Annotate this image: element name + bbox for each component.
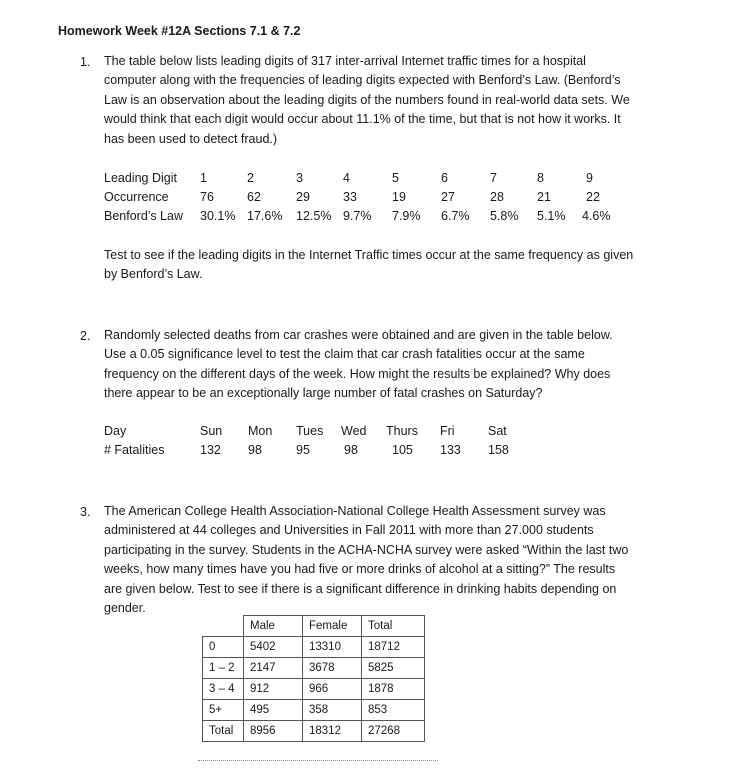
q2-line: there appear to be an exceptionally large number of fatal crashes on Saturday? [104,386,543,401]
table-cell: 8 [537,171,544,185]
page-title: Homework Week #12A Sections 7.1 & 7.2 [58,24,301,38]
table-cell: 18312 [303,721,362,742]
q2-number: 2. [80,329,91,343]
table-cell: 158 [488,443,509,457]
table-cell: 495 [244,700,303,721]
row-label: # Fatalities [104,443,165,457]
table-cell: Fri [440,424,455,438]
row-label: Occurrence [104,190,169,204]
table-cell: 22 [586,190,600,204]
table-cell: 9.7% [343,209,372,223]
table-cell: 7 [490,171,497,185]
table-cell: 4.6% [582,209,611,223]
table-cell: 4 [343,171,350,185]
table-cell: 76 [200,190,214,204]
table-cell: 1 [200,171,207,185]
table-cell: 95 [296,443,310,457]
table-cell: 5 [392,171,399,185]
table-cell: 105 [392,443,413,457]
table-header-cell: Female [303,616,362,637]
table-cell: 27268 [362,721,425,742]
table-cell: Total [203,721,244,742]
table-row [203,721,425,742]
table-cell: 62 [247,190,261,204]
table-cell: 5825 [362,658,425,679]
q1-test-line: Test to see if the leading digits in the Internet Traffic times occur at the same frequency as given [104,248,634,262]
table-cell: 966 [303,679,362,700]
table-row [203,658,425,679]
table-cell: 18712 [362,637,425,658]
q2-line: frequency on the different days of the week. How might the results be explained? Why does [104,366,611,381]
table-cell: 133 [440,443,461,457]
table-cell: 3 – 4 [203,679,244,700]
table-cell: 21 [537,190,551,204]
table-cell: 33 [343,190,357,204]
row-label: Day [104,424,127,438]
table-cell: 7.9% [392,209,421,223]
table-cell: 358 [303,700,362,721]
table-cell: 3 [296,171,303,185]
table-cell: 12.5% [296,209,332,223]
table-cell: 9 [586,171,593,185]
table-cell: 5.1% [537,209,566,223]
table-cell: 6.7% [441,209,470,223]
table-cell: Thurs [386,424,418,438]
table-cell: 853 [362,700,425,721]
table-header-row [203,616,425,637]
q1-line: computer along with the frequencies of leading digits expected with Benford’s Law. (Benford’s [104,73,621,88]
table-header-cell [203,616,244,637]
table-cell: 98 [344,443,358,457]
table-cell: 1878 [362,679,425,700]
table-cell: Sun [200,424,223,438]
table-cell: Mon [248,424,273,438]
q1-number: 1. [80,55,91,69]
table-cell: 6 [441,171,448,185]
q3-paragraph [104,502,628,618]
q3-line: The American College Health Association-National College Health Assessment survey was [104,504,606,518]
table-cell: Tues [296,424,324,438]
table-cell: 2147 [244,658,303,679]
q3-line: are given below. Test to see if there is a significant difference in drinking habits depending on [104,581,617,596]
table-cell: 28 [490,190,504,204]
q1-line: has been used to detect fraud.) [104,131,278,146]
table-cell: 912 [244,679,303,700]
q1-line: would think that each digit would occur about 11.1% of the time, but that is not how it works. It [104,112,621,127]
q2-paragraph [104,326,613,404]
q2-line: Randomly selected deaths from car crashes were obtained and are given in the table below. [104,328,613,342]
table-cell: 0 [203,637,244,658]
table-cell: 5+ [203,700,244,721]
q3-line: participating in the survey. Students in the ACHA-NCHA survey were asked “Within the last two [104,542,629,557]
table-header-cell: Total [362,616,425,637]
table-cell: 8956 [244,721,303,742]
table-cell: 1 – 2 [203,658,244,679]
drinking-table [202,615,425,742]
table-cell: 27 [441,190,455,204]
table-cell: 19 [392,190,406,204]
q1-test-paragraph [104,246,633,285]
row-label: Benford’s Law [104,209,183,223]
q3-line: administered at 44 colleges and Universities in Fall 2011 with more than 27.000 students [104,523,594,538]
q1-paragraph [104,52,630,149]
table-cell: 29 [296,190,310,204]
table-cell: 2 [247,171,254,185]
q1-line: Law is an observation about the leading digits of the numbers found in real-world data sets. We [104,92,630,107]
table-cell: Wed [341,424,367,438]
q1-test-line: by Benford’s Law. [104,267,203,282]
table-cell: 98 [248,443,262,457]
q3-line: gender. [104,601,146,616]
q3-line: weeks, how many times have you had five or more drinks of alcohol at a sitting?” The results [104,562,616,577]
table-cell: 30.1% [200,209,236,223]
row-label: Leading Digit [104,171,177,185]
q1-line: The table below lists leading digits of 317 inter-arrival Internet traffic times for a hospital [104,54,586,68]
table-row [203,637,425,658]
table-cell: 17.6% [247,209,283,223]
page-cutoff-divider [198,760,438,765]
table-cell: 132 [200,443,221,457]
table-cell: 3678 [303,658,362,679]
table-cell: 13310 [303,637,362,658]
table-row [203,679,425,700]
table-cell: 5402 [244,637,303,658]
table-header-cell: Male [244,616,303,637]
q2-line: Use a 0.05 significance level to test the claim that car crash fatalities occur at the same [104,347,585,362]
q3-number: 3. [80,505,91,519]
table-cell: 5.8% [490,209,519,223]
table-cell: Sat [488,424,507,438]
table-row [203,700,425,721]
